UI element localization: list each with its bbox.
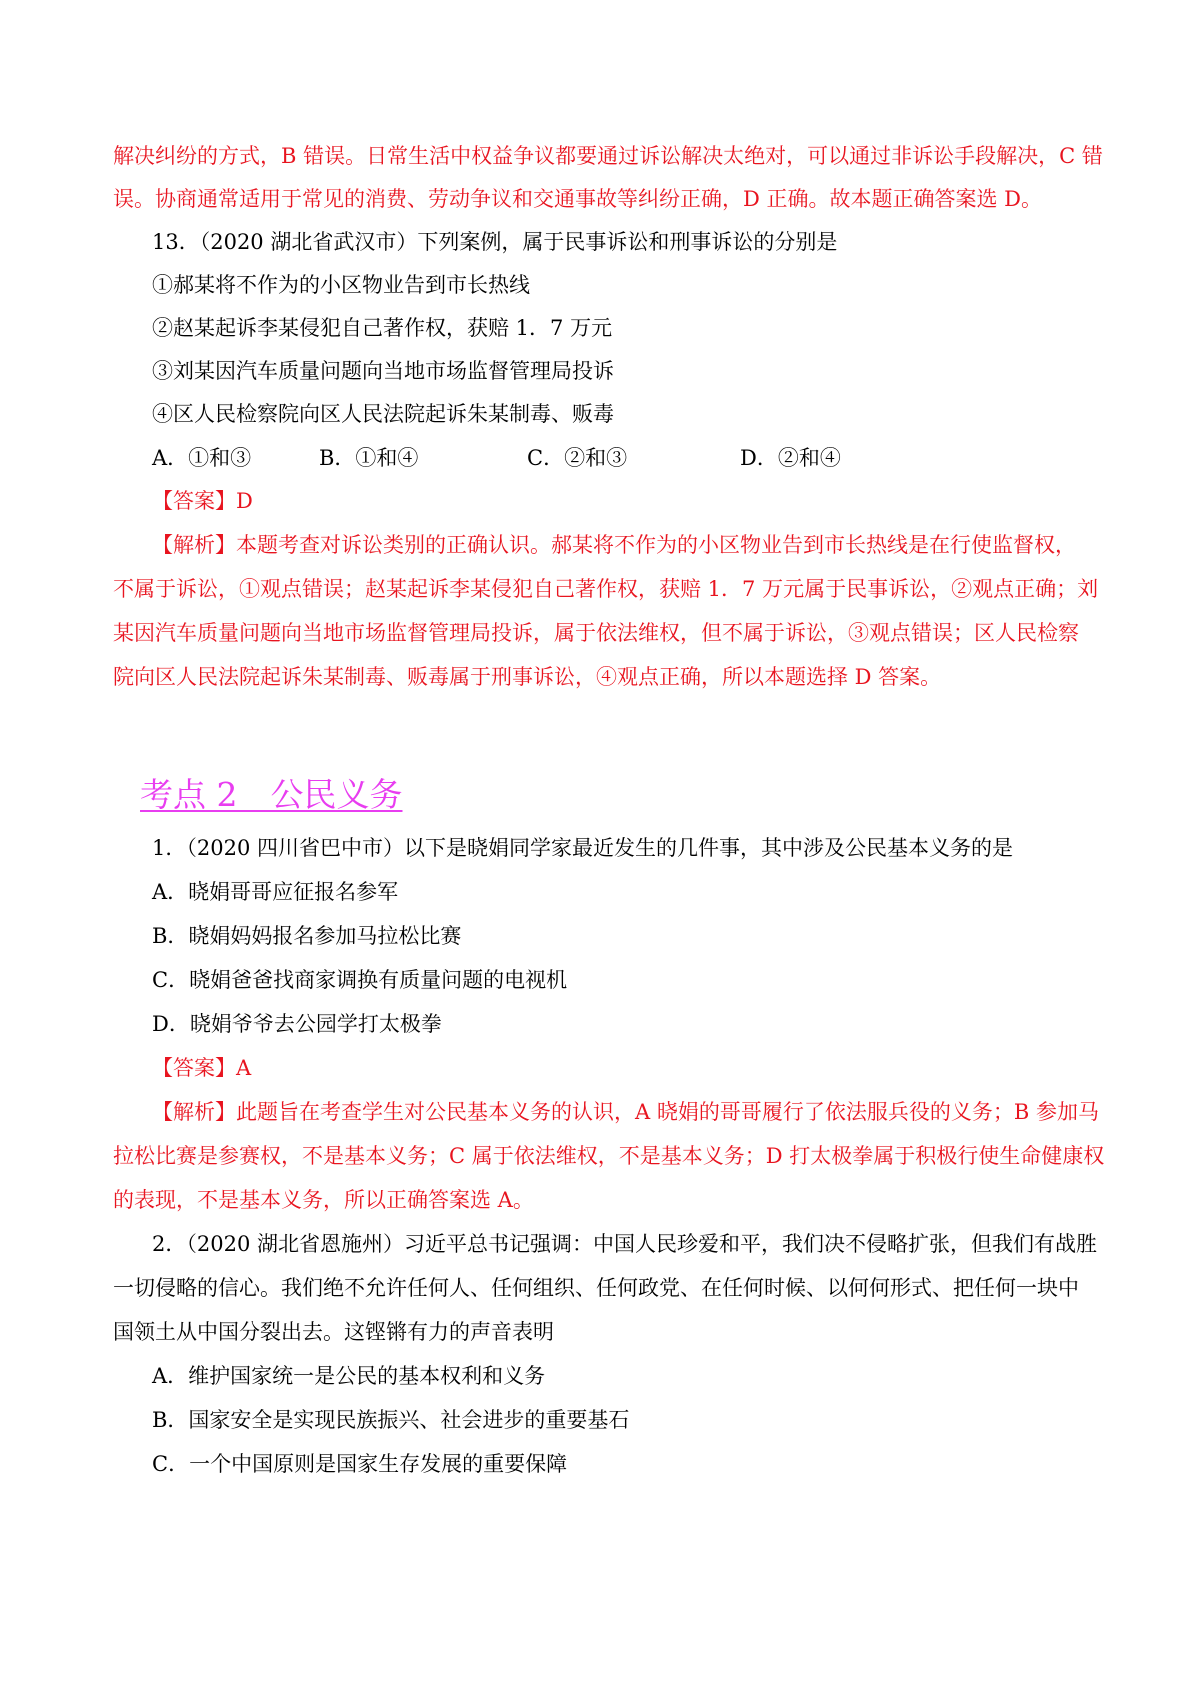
q1-answer: 【答案】A [152,1056,252,1080]
q13-explanation-line: 某因汽车质量问题向当地市场监督管理局投诉，属于依法维权，但不属于诉讼，③观点错误；区人民检察 [113,621,1079,645]
q2-stem-line: 国领土从中国分裂出去。这铿锵有力的声音表明 [113,1320,554,1344]
q1-option-d: D．晓娟爷爷去公园学打太极拳 [152,1012,442,1036]
q13-explanation-line: 不属于诉讼，①观点错误；赵某起诉李某侵犯自己著作权，获赔 1．7 万元属于民事诉讼，②观点正确；刘 [113,577,1099,601]
q2-option-c: C．一个中国原则是国家生存发展的重要保障 [152,1452,568,1476]
q1-option-a: A．晓娟哥哥应征报名参军 [152,880,399,904]
q1-stem: 1．（2020 四川省巴中市）以下是晓娟同学家最近发生的几件事，其中涉及公民基本义务的是 [152,836,1013,860]
q13-option-d: D．②和④ [740,446,841,470]
q1-explanation-line: 的表现，不是基本义务，所以正确答案选 A。 [113,1188,534,1212]
q13-option-b: B．①和④ [319,446,419,470]
q2-stem-line: 一切侵略的信心。我们绝不允许任何人、任何组织、任何政党、在任何时候、以何何形式、把任何一块中 [113,1276,1079,1300]
q13-stem: 13．（2020 湖北省武汉市）下列案例，属于民事诉讼和刑事诉讼的分别是 [152,230,838,254]
q13-explanation-line: 院向区人民法院起诉朱某制毒、贩毒属于刑事诉讼，④观点正确，所以本题选择 D 答案。 [113,665,942,689]
q13-item: ①郝某将不作为的小区物业告到市长热线 [152,273,530,297]
q13-item: ②赵某起诉李某侵犯自己著作权，获赔 1．7 万元 [152,316,613,340]
q1-explanation-line: 【解析】此题旨在考查学生对公民基本义务的认识，A 晓娟的哥哥履行了依法服兵役的义务；B 参加马 [152,1100,1099,1124]
q1-option-b: B．晓娟妈妈报名参加马拉松比赛 [152,924,462,948]
q13-item: ④区人民检察院向区人民法院起诉朱某制毒、贩毒 [152,402,614,426]
q13-options [152,443,1052,473]
q2-stem-line: 2．（2020 湖北省恩施州）习近平总书记强调：中国人民珍爱和平，我们决不侵略扩张，但我们有战胜 [152,1232,1097,1256]
q13-answer: 【答案】D [152,489,253,513]
q2-option-b: B．国家安全是实现民族振兴、社会进步的重要基石 [152,1408,630,1432]
q13-option-a: A．①和③ [152,446,252,470]
q1-explanation-line: 拉松比赛是参赛权，不是基本义务；C 属于依法维权，不是基本义务；D 打太极拳属于积极行使生命健康权 [113,1144,1105,1168]
q13-option-c: C．②和③ [527,446,628,470]
prev-explanation-line: 误。协商通常适用于常见的消费、劳动争议和交通事故等纠纷正确，D 正确。故本题正确答案选 D。 [113,187,1043,211]
prev-explanation-line: 解决纠纷的方式，B 错误。日常生活中权益争议都要通过诉讼解决太绝对，可以通过非诉讼手段解决，C 错 [113,144,1103,168]
q13-item: ③刘某因汽车质量问题向当地市场监督管理局投诉 [152,359,614,383]
q2-option-a: A．维护国家统一是公民的基本权利和义务 [152,1364,546,1388]
q13-explanation-line: 【解析】本题考查对诉讼类别的正确认识。郝某将不作为的小区物业告到市长热线是在行使监督权， [152,533,1076,557]
section-heading: 考点 2 公民义务 [140,775,403,814]
q1-option-c: C．晓娟爸爸找商家调换有质量问题的电视机 [152,968,568,992]
